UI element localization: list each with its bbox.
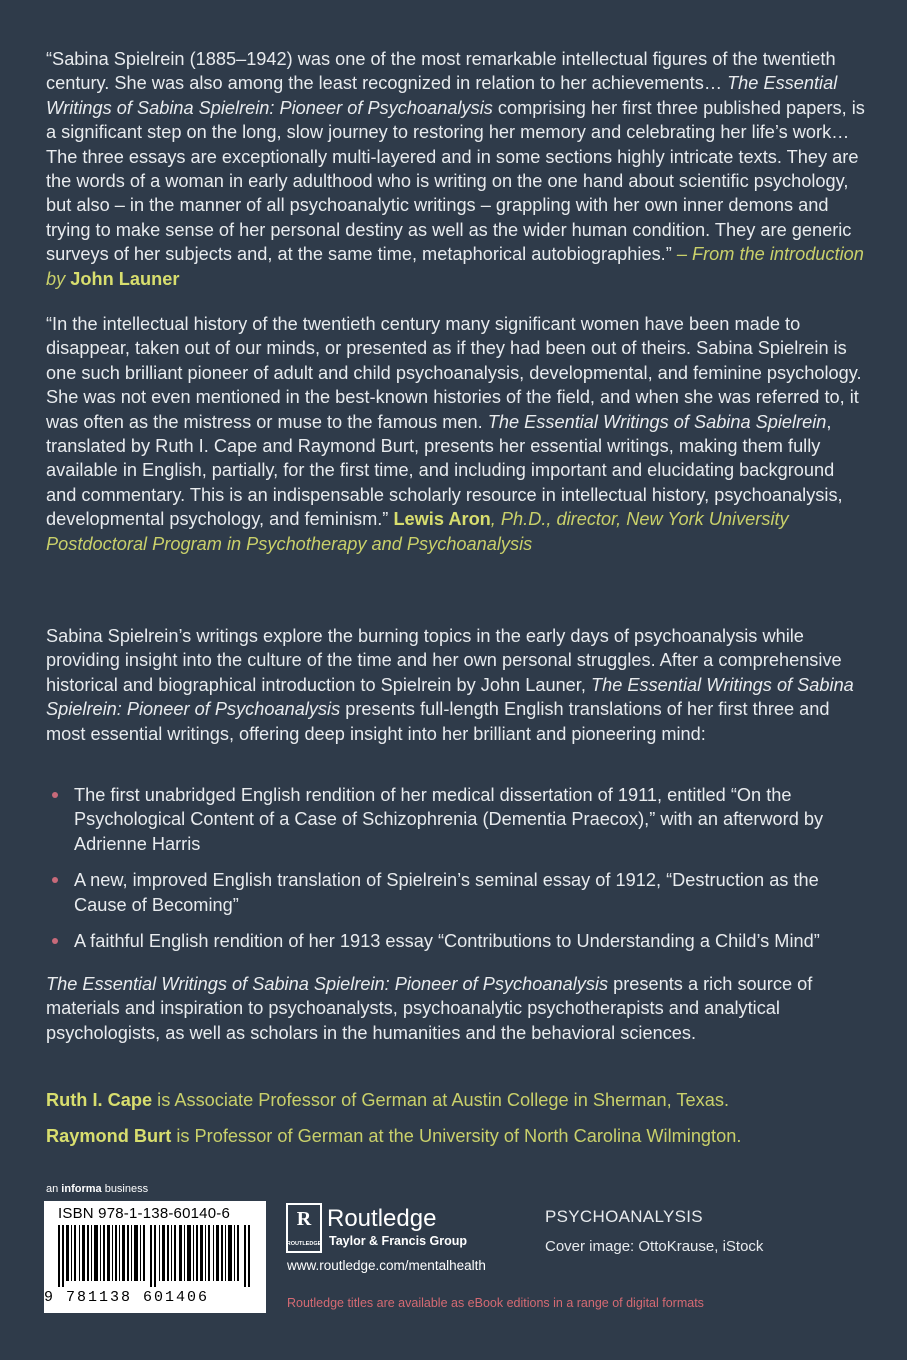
list-item: The first unabridged English rendition of her medical dissertation of 1911, entitled “On the Psychological Content of a Case of Schizophrenia (Dementia Praecox),” with an afterword by Adrienne Harris <box>46 783 866 856</box>
list-item: A new, improved English translation of Spielrein’s seminal essay of 1912, “Destruction as the Cause of Becoming” <box>46 868 866 917</box>
quote-attribution: – From the introduction by <box>46 244 864 289</box>
publisher-group: Taylor & Francis Group <box>329 1234 467 1248</box>
category-label: PSYCHOANALYSIS <box>545 1207 703 1226</box>
book-description: Sabina Spielrein’s writings explore the burning topics in the early days of psychoanalysis while providing insight into the culture of the time and her own personal struggles. After a comprehensive historical and biographical introduction to Spielrein by John Launer, The Essential Writings of Sabina Spielrein: Pioneer of Psychoanalysis presents full-length English translations of her first three and most essential writings, offering deep insight into her brilliant and pioneering mind: <box>46 626 854 744</box>
routledge-logo <box>286 1203 322 1253</box>
quote-aron: “In the intellectual history of the twentieth century many significant women have been made to disappear, taken out of our minds, or presented as if they had been out of theirs. Sabina Spielrein is one such brilliant pioneer of adult and child psychoanalysis, developmental, and feminine psychology. She was not even mentioned in the best-known histories of the field, and when she was referred to, it was often as the mistress or muse to the famous men. The Essential Writings of Sabina Spielrein, translated by Ruth I. Cape and Raymond Burt, presents her essential writings, making them fully available in English, partially, for the first time, and including important and elucidating background and commentary. This is an indispensable scholarly resource in intellectual history, psychoanalysis, developmental psychology, and feminism.” Lewis Aron, Ph.D., director, New York University Postdoctoral Program in Psychotherapy and Psychoanalysis <box>46 314 862 554</box>
attribution-role: , Ph.D., director, New York University Postdoctoral Program in Psychotherapy and Psychoanalysis <box>46 509 789 554</box>
publisher-url[interactable]: www.routledge.com/mentalhealth <box>287 1258 486 1273</box>
bullet-icon <box>52 792 58 798</box>
bullet-icon <box>52 877 58 883</box>
bullet-icon <box>52 938 58 944</box>
attribution-name: John Launer <box>70 268 180 289</box>
contents-list <box>46 783 866 965</box>
author-bio-cape: Ruth I. Cape is Associate Professor of German at Austin College in Sherman, Texas. <box>46 1090 729 1110</box>
svg-text:R: R <box>296 1208 312 1230</box>
ebook-note: Routledge titles are available as eBook editions in a range of digital formats <box>287 1296 704 1310</box>
list-item: A faithful English rendition of her 1913 essay “Contributions to Understanding a Child’s Mind” <box>46 929 866 953</box>
closing-paragraph: The Essential Writings of Sabina Spielrein: Pioneer of Psychoanalysis presents a rich source of materials and inspiration to psychoanalysts, psychoanalytic psychotherapists and analytical psychologists, as well as scholars in the humanities and the behavioral sciences. <box>46 974 813 1043</box>
svg-text:ROUTLEDGE: ROUTLEDGE <box>286 1241 322 1247</box>
publisher-name: Routledge <box>327 1205 437 1232</box>
author-bio-burt: Raymond Burt is Professor of German at the University of North Carolina Wilmington. <box>46 1126 742 1146</box>
isbn: ISBN 978-1-138-60140-6 <box>58 1205 231 1222</box>
barcode-number: 9 781138 601406 <box>44 1289 210 1306</box>
cover-credit: Cover image: OttoKrause, iStock <box>545 1238 764 1255</box>
attribution-name: Lewis Aron <box>393 509 491 530</box>
barcode-bars <box>58 1225 252 1287</box>
quote-launer: “Sabina Spielrein (1885–1942) was one of the most remarkable intellectual figures of the twentieth century. She was also among the least recognized in relation to her achievements… The Essential Writings of Sabina Spielrein: Pioneer of Psychoanalysis comprising her first three published papers, is a significant step on the long, slow journey to restoring her memory and celebrating her life’s work…The three essays are exceptionally multi-layered and in some sections highly intricate texts. They are the words of a woman in early adulthood who is writing on the one hand about scientific psychology, but also – in the manner of all psychoanalytic writings – grappling with her own inner demons and trying to make sense of her personal destiny as well as the wider human condition. They are generic surveys of her subjects and, at the same time, metaphorical autobiographies.” – From the introduction by John Launer <box>46 49 865 289</box>
barcode <box>44 1201 266 1313</box>
informa-label: an informa business <box>46 1183 149 1195</box>
